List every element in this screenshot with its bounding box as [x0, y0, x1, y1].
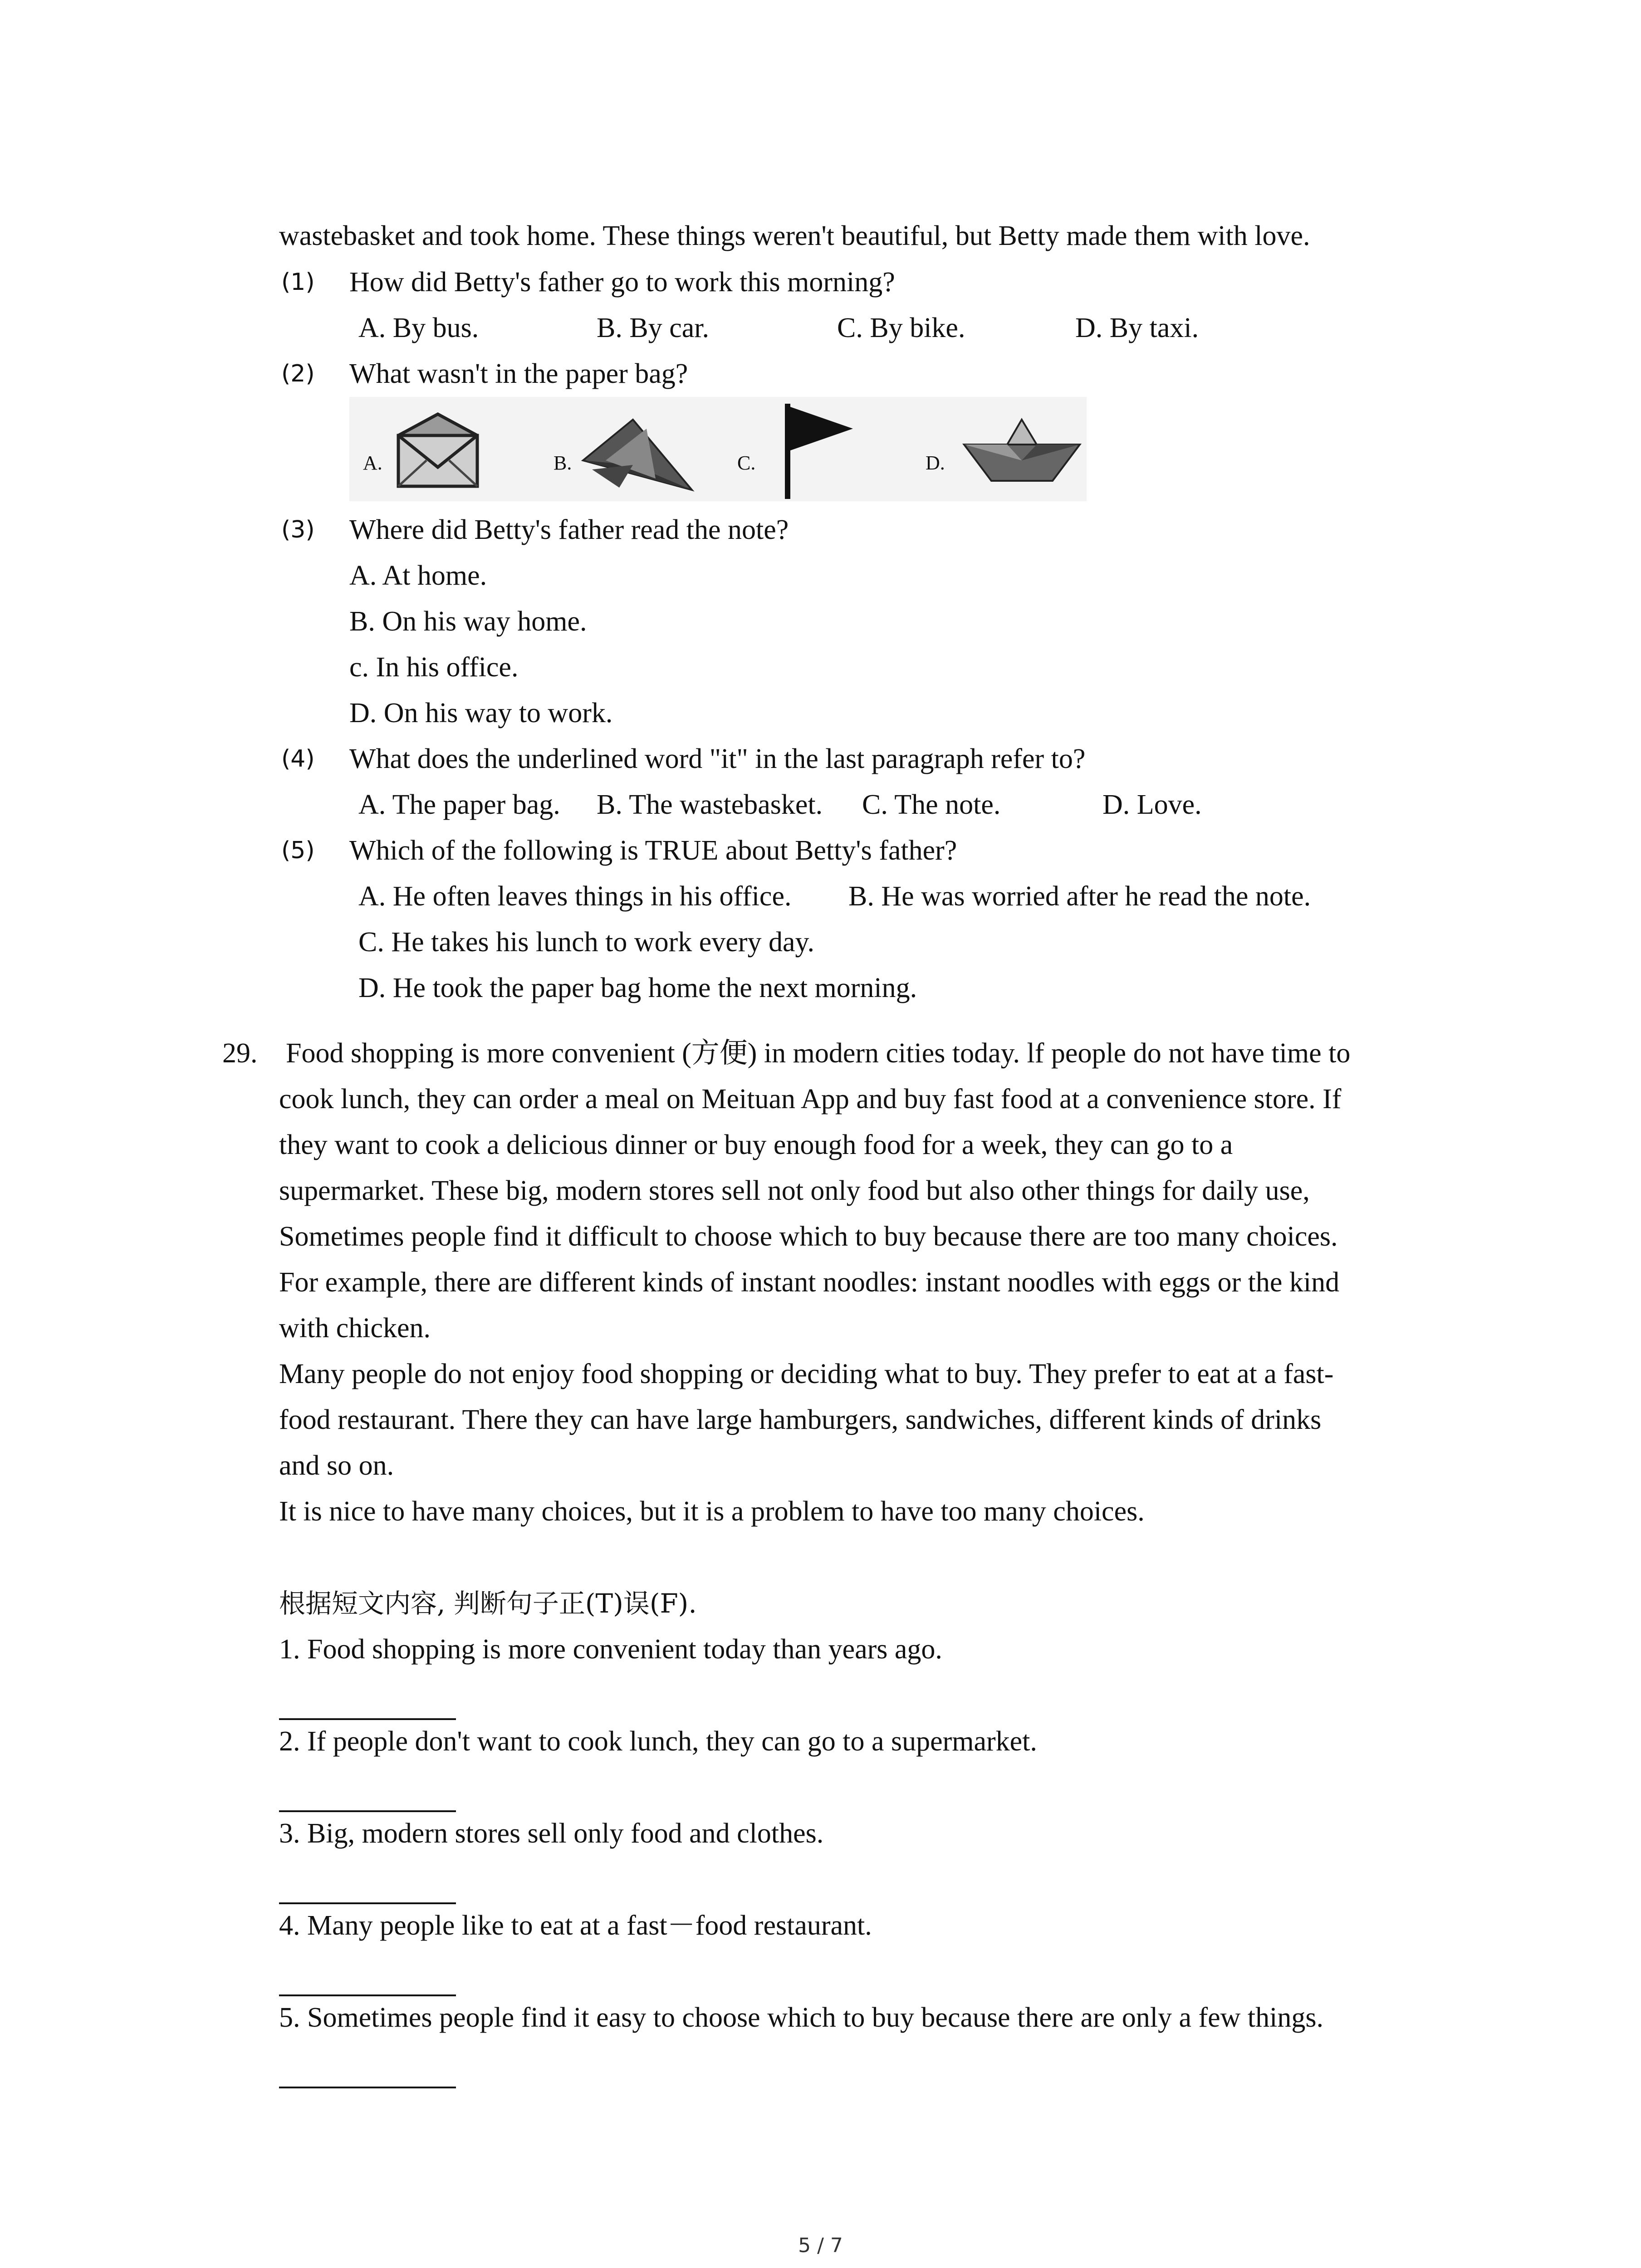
question-number: 29. — [222, 1038, 258, 1069]
passage-text-line: supermarket. These big, modern stores sell not only food but also other things for daily use, — [279, 1175, 1310, 1206]
true-false-statement: 3. Big, modern stores sell only food and clothes. — [279, 1818, 824, 1849]
answer-option: C. He takes his lunch to work every day. — [358, 927, 814, 958]
question-stem: Which of the following is TRUE about Betty's father? — [349, 835, 957, 866]
passage-text-line: For example, there are different kinds of instant noodles: instant noodles with eggs or the kind — [279, 1267, 1340, 1298]
picture-label: A. — [363, 452, 382, 474]
true-false-statement: 2. If people don't want to cook lunch, they can go to a supermarket. — [279, 1726, 1037, 1757]
picture-option-b — [554, 397, 703, 501]
question-number: (5) — [281, 837, 315, 864]
answer-option: C. The note. — [862, 789, 1001, 820]
answer-option: C. By bike. — [837, 313, 965, 343]
passage-text-line: wastebasket and took home. These things weren't beautiful, but Betty made them with love. — [279, 220, 1310, 251]
question-number: (3) — [281, 516, 315, 543]
passage-text-line: Sometimes people find it difficult to choose which to buy because there are too many choices. — [279, 1221, 1338, 1252]
question-stem: What does the underlined word "it" in the last paragraph refer to? — [349, 743, 1086, 774]
paper-plane-icon — [578, 411, 696, 492]
passage-text-line: Food shopping is more convenient (方便) in modern cities today. lf people do not have time to — [286, 1038, 1351, 1069]
picture-option-c — [737, 397, 887, 501]
picture-label: D. — [926, 452, 945, 474]
paper-boat-icon — [962, 417, 1082, 485]
answer-option: A. By bus. — [358, 313, 479, 343]
answer-option: A. He often leaves things in his office. — [358, 881, 792, 912]
true-false-statement: 4. Many people like to eat at a fast－food restaurant. — [279, 1910, 872, 1941]
picture-option-a — [349, 397, 499, 501]
question-stem: What wasn't in the paper bag? — [349, 358, 688, 389]
page-number: 5 / 7 — [798, 2234, 843, 2257]
answer-option: A. The paper bag. — [358, 789, 560, 820]
question-number: (4) — [281, 745, 315, 772]
question-stem: Where did Betty's father read the note? — [349, 514, 789, 545]
answer-blank[interactable] — [279, 2087, 456, 2088]
answer-option: B. By car. — [597, 313, 709, 343]
picture-label: B. — [554, 452, 572, 474]
passage-text-line: with chicken. — [279, 1313, 431, 1344]
picture-option-d — [926, 397, 1087, 501]
envelope-icon — [395, 411, 481, 490]
question-stem: How did Betty's father go to work this morning? — [349, 267, 895, 298]
question-number: (1) — [281, 269, 315, 296]
answer-option: D. On his way to work. — [349, 698, 613, 728]
passage-text-line: they want to cook a delicious dinner or buy enough food for a week, they can go to a — [279, 1129, 1233, 1160]
flag-icon — [778, 401, 860, 499]
passage-text-line: cook lunch, they can order a meal on Meituan App and buy fast food at a convenience store. If — [279, 1084, 1342, 1114]
picture-label: C. — [737, 452, 756, 474]
answer-option: B. On his way home. — [349, 606, 587, 637]
passage-text-line: and so on. — [279, 1450, 394, 1481]
task-instruction: 根据短文内容, 判断句子正(T)误(F). — [279, 1588, 697, 1619]
passage-text-line: Many people do not enjoy food shopping or deciding what to buy. They prefer to eat at a fast- — [279, 1359, 1334, 1389]
true-false-statement: 5. Sometimes people find it easy to choose which to buy because there are only a few things. — [279, 2002, 1323, 2033]
answer-option: D. He took the paper bag home the next morning. — [358, 973, 917, 1003]
answer-option: B. The wastebasket. — [597, 789, 823, 820]
picture-options — [349, 397, 1087, 501]
true-false-statement: 1. Food shopping is more convenient today than years ago. — [279, 1634, 942, 1665]
answer-option: D. Love. — [1102, 789, 1202, 820]
answer-option: D. By taxi. — [1075, 313, 1199, 343]
passage-text-line: food restaurant. There they can have large hamburgers, sandwiches, different kinds of drinks — [279, 1404, 1322, 1435]
answer-option: A. At home. — [349, 560, 487, 591]
passage-text-line: It is nice to have many choices, but it is a problem to have too many choices. — [279, 1496, 1145, 1527]
question-number: (2) — [281, 360, 315, 387]
answer-option: B. He was worried after he read the note. — [848, 881, 1311, 912]
answer-option: c. In his office. — [349, 652, 519, 683]
